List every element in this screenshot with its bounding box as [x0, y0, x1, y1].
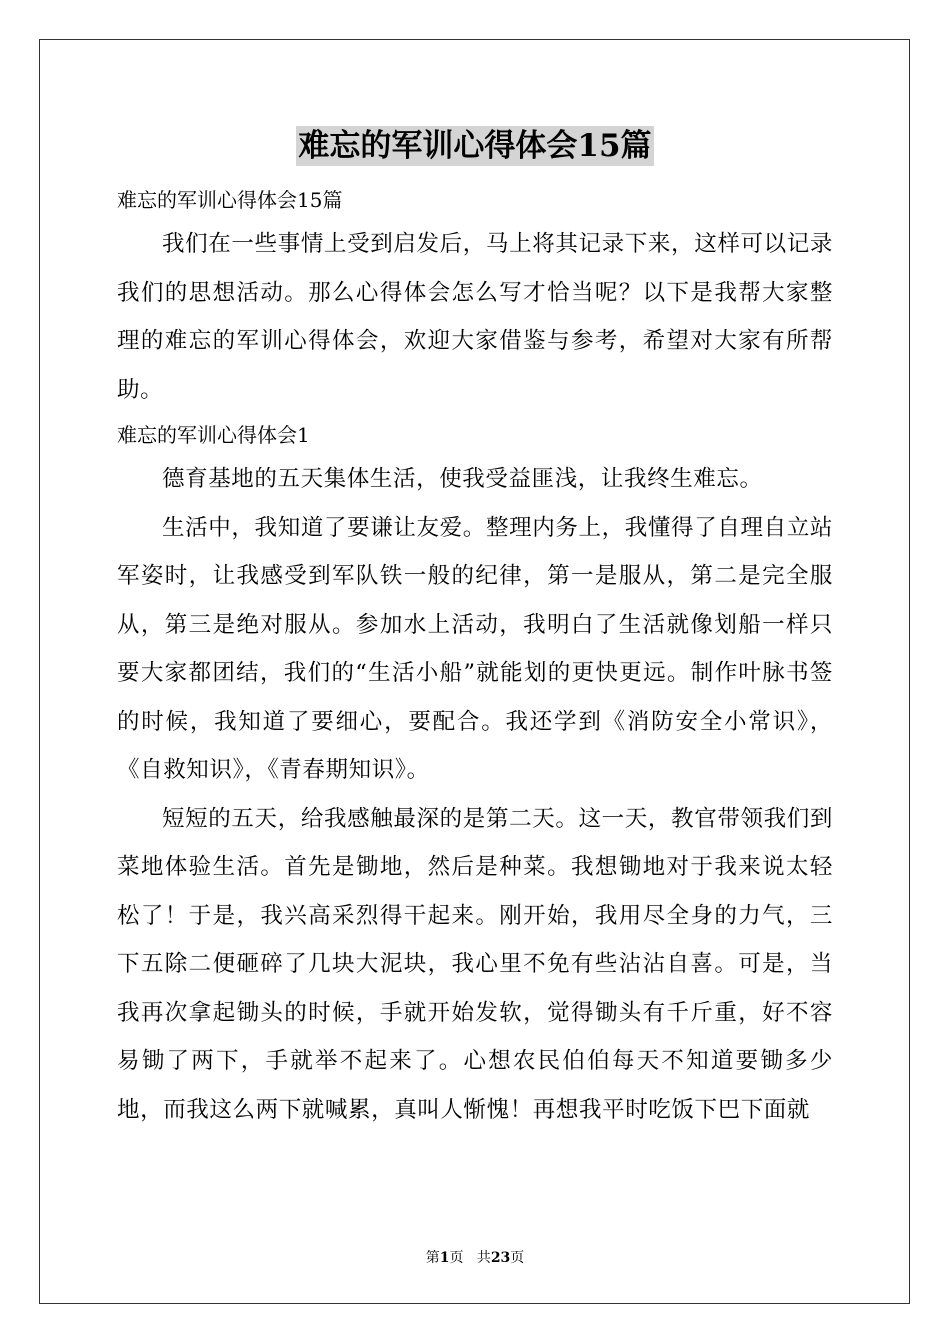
- total-suffix: 页: [510, 1250, 525, 1266]
- document-subtitle: 难忘的军训心得体会15篇: [117, 188, 343, 212]
- title-container: [0, 126, 950, 166]
- document-body: [117, 180, 833, 1134]
- intro-paragraph: 我们在一些事情上受到启发后，马上将其记录下来，这样可以记录我们的思想活动。那么心得体会怎么写才恰当呢？以下是我帮大家整理的难忘的军训心得体会，欢迎大家借鉴与参考，希望对大家有所帮助。: [117, 231, 833, 403]
- document-title: 难忘的军训心得体会15篇: [298, 128, 652, 164]
- total-prefix: 共: [476, 1250, 491, 1266]
- section-heading: 难忘的军训心得体会1: [117, 423, 310, 447]
- body-paragraph-1: 德育基地的五天集体生活，使我受益匪浅，让我终生难忘。: [162, 466, 763, 492]
- page-suffix: 页: [449, 1250, 464, 1266]
- page-footer: [0, 1247, 950, 1267]
- body-paragraph-2: 生活中，我知道了要谦让友爱。整理内务上，我懂得了自理自立站军姿时，让我感受到军队铁一般的纪律，第一是服从，第二是完全服从，第三是绝对服从。参加水上活动，我明白了生活就像划船一样只要大家都团结，我们的“生活小船”就能划的更快更远。制作叶脉书签的时候，我知道了要细心，要配合。我还学到《消防安全小常识》，《自救知识》，《青春期知识》。: [117, 514, 833, 783]
- page-number: 1: [439, 1250, 450, 1266]
- body-paragraph-3: 短短的五天，给我感触最深的是第二天。这一天，教官带领我们到菜地体验生活。首先是锄地，然后是种菜。我想锄地对于我来说太轻松了！于是，我兴高采烈得干起来。刚开始，我用尽全身的力气，三下五除二便砸碎了几块大泥块，我心里不免有些沾沾自喜。可是，当我再次拿起锄头的时候，手就开始发软，觉得锄头有千斤重，好不容易锄了两下，手就举不起来了。心想农民伯伯每天不知道要锄多少地，而我这么两下就喊累，真叫人惭愧！再想我平时吃饭下巴下面就: [117, 805, 833, 1123]
- total-pages: 23: [490, 1250, 511, 1266]
- page-prefix: 第: [425, 1250, 440, 1266]
